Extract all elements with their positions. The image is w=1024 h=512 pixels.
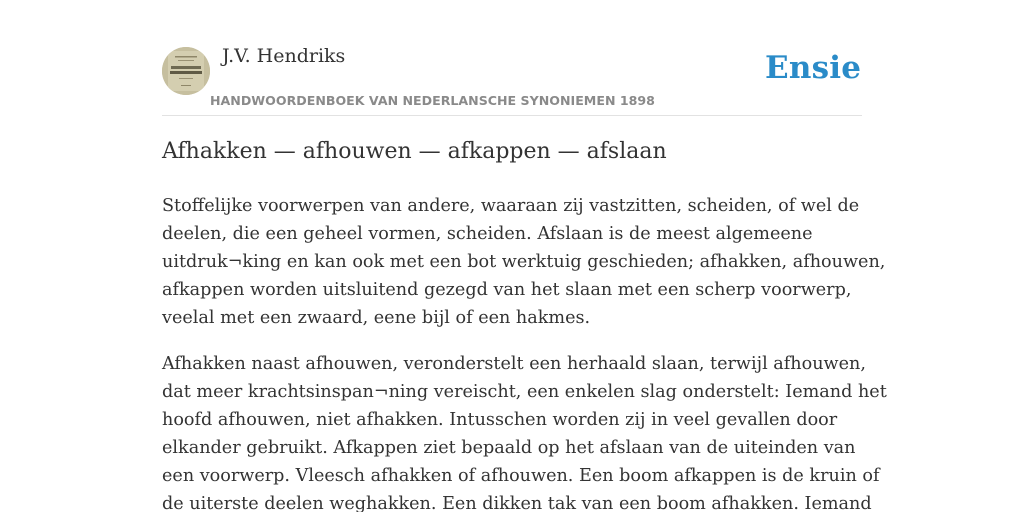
book-cover-icon (162, 47, 210, 95)
text-line: afkappen worden uitsluitend gezegd van het slaan met een scherp voorwerp, (162, 280, 852, 300)
article-title: Afhakken — afhouwen — afkappen — afslaan (162, 139, 667, 164)
article-body (162, 192, 887, 512)
paragraph-2 (162, 350, 887, 512)
text-line: deelen, die een geheel vormen, scheiden. Afslaan is de meest algemeene (162, 224, 813, 244)
brand-logo[interactable]: Ensie (765, 50, 862, 86)
text-line: uitdruk¬king en kan ook met een bot werktuig geschieden; afhakken, afhouwen, (162, 252, 886, 272)
text-line: de uiterste deelen weghakken. Een dikken tak van een boom afhakken. Iemand (162, 494, 872, 512)
text-line: een voorwerp. Vleesch afhakken of afhouwen. Een boom afkappen is de kruin of (162, 466, 880, 486)
text-line: hoofd afhouwen, niet afhakken. Intusschen worden zij in veel gevallen door (162, 410, 838, 430)
text-line: Afhakken naast afhouwen, veronderstelt een herhaald slaan, terwijl afhouwen, (162, 354, 866, 374)
author-name[interactable]: J.V. Hendriks (222, 45, 346, 67)
text-line: dat meer krachtsinspan¬ning vereischt, een enkelen slag onderstelt: Iemand het (162, 382, 887, 402)
paragraph-1 (162, 192, 886, 332)
text-line: elkander gebruikt. Afkappen ziet bepaald op het afslaan van de uiteinden van (162, 438, 856, 458)
header-divider (162, 115, 862, 116)
text-line: Stoffelijke voorwerpen van andere, waaraan zij vastzitten, scheiden, of wel de (162, 196, 860, 216)
text-line: veelal met een zwaard, eene bijl of een hakmes. (162, 308, 591, 328)
source-title[interactable]: HANDWOORDENBOEK VAN NEDERLANSCHE SYNONIEMEN 1898 (210, 93, 655, 108)
author-avatar[interactable] (162, 47, 210, 95)
